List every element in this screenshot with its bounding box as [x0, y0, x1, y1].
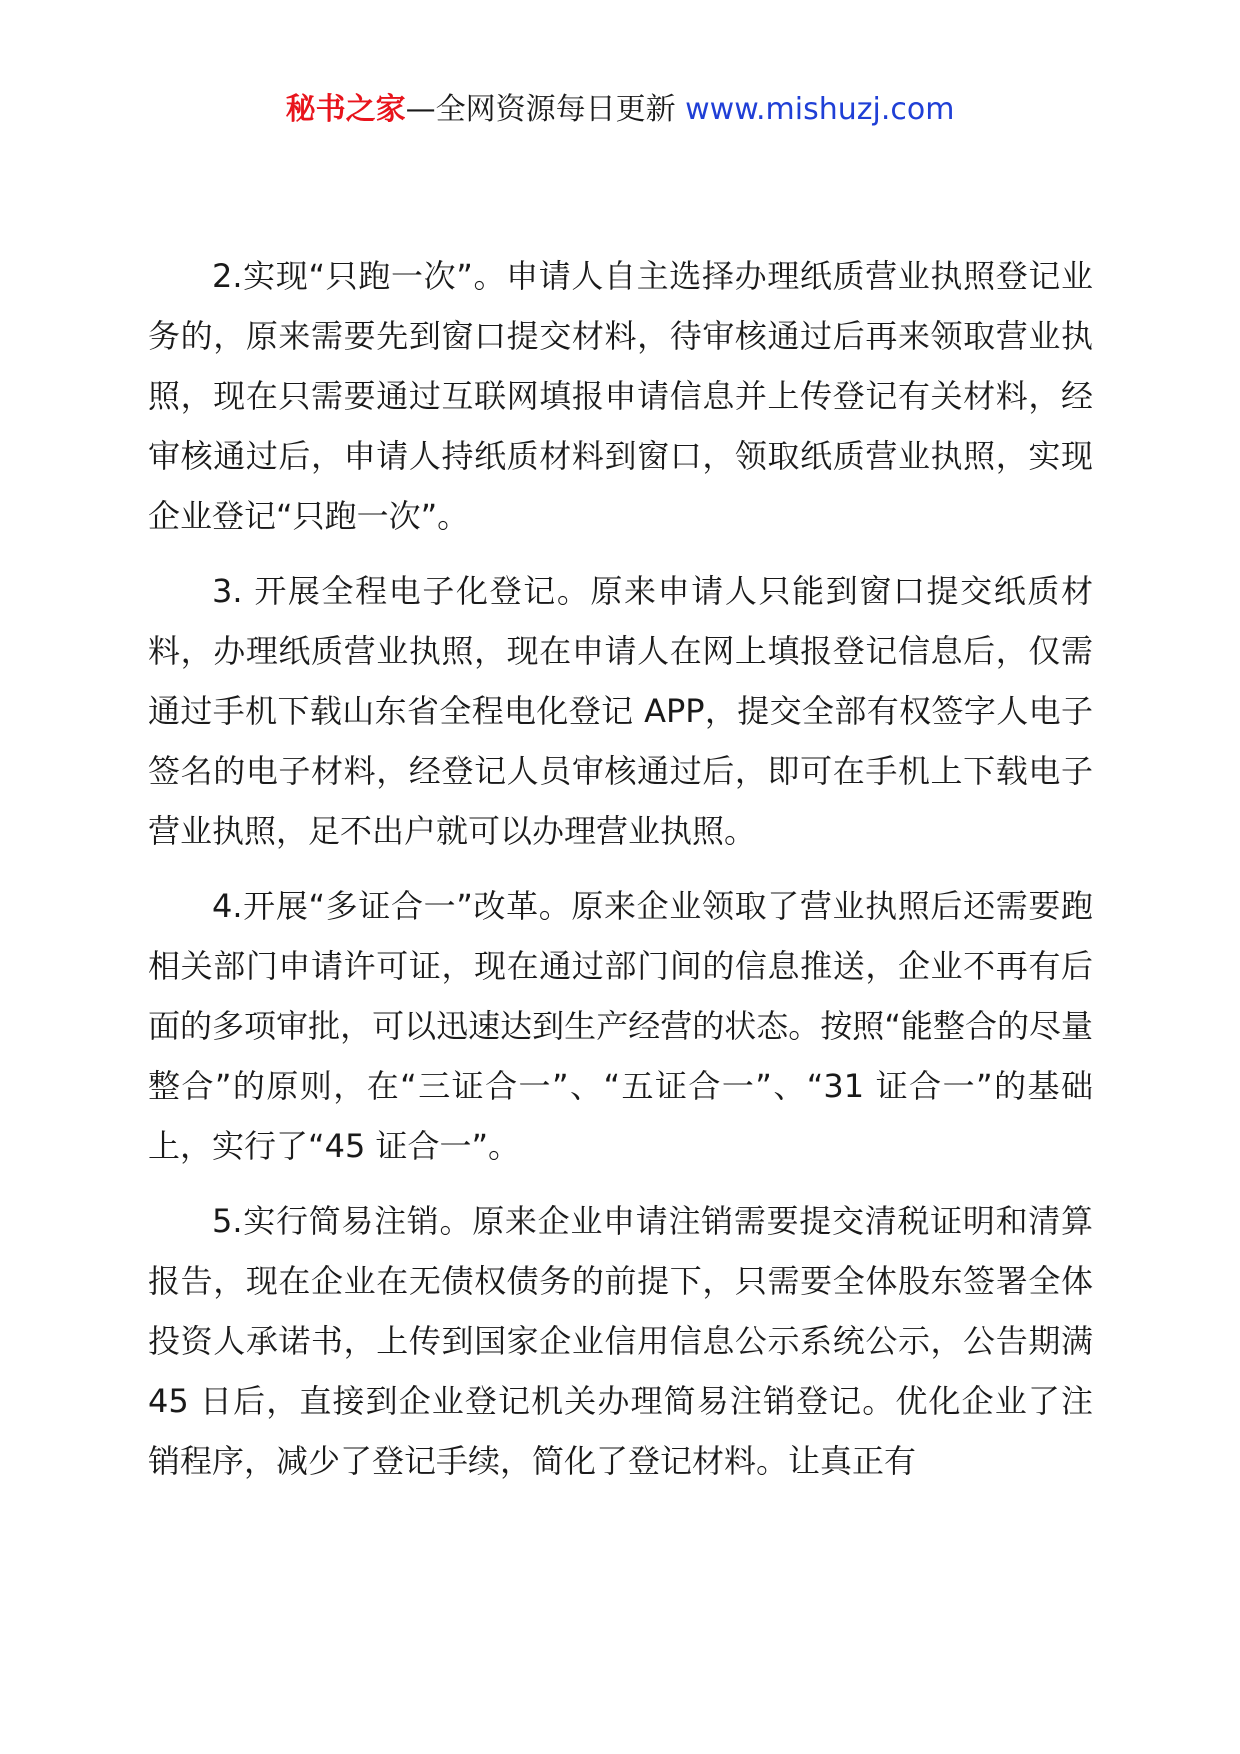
paragraph-2: 2.实现“只跑一次”。申请人自主选择办理纸质营业执照登记业务的，原来需要先到窗口提交材料，待审核通过后再来领取营业执照，现在只需要通过互联网填报申请信息并上传登记有关材料，经审核通过后，申请人持纸质材料到窗口，领取纸质营业执照，实现企业登记“只跑一次”。: [148, 257, 1093, 535]
document-body: [148, 246, 1093, 1506]
paragraph-5: 5.实行简易注销。原来企业申请注销需要提交清税证明和清算报告，现在企业在无债权债务的前提下，只需要全体股东签署全体投资人承诺书，上传到国家企业信用信息公示系统公示，公告期满 45 日后，直接到企业登记机关办理简易注销登记。优化企业了注销程序，减少了登记手续，简化了登记材料。让真正有: [148, 1202, 1093, 1480]
site-brand: 秘书之家: [285, 92, 406, 127]
site-url-link[interactable]: www.mishuzj.com: [685, 92, 955, 127]
paragraph-4: 4.开展“多证合一”改革。原来企业领取了营业执照后还需要跑相关部门申请许可证，现在通过部门间的信息推送，企业不再有后面的多项审批，可以迅速达到生产经营的状态。按照“能整合的尽量整合”的原则，在“三证合一”、“五证合一”、“31 证合一”的基础上，实行了“45 证合一”。: [148, 887, 1093, 1165]
page-header: [0, 88, 1240, 132]
paragraph-3: 3. 开展全程电子化登记。原来申请人只能到窗口提交纸质材料，办理纸质营业执照，现在申请人在网上填报登记信息后，仅需通过手机下载山东省全程电化登记 APP，提交全部有权签字人电子签名的电子材料，经登记人员审核通过后，即可在手机上下载电子营业执照，足不出户就可以办理营业执照。: [148, 572, 1093, 850]
site-slogan: —全网资源每日更新: [405, 92, 676, 127]
